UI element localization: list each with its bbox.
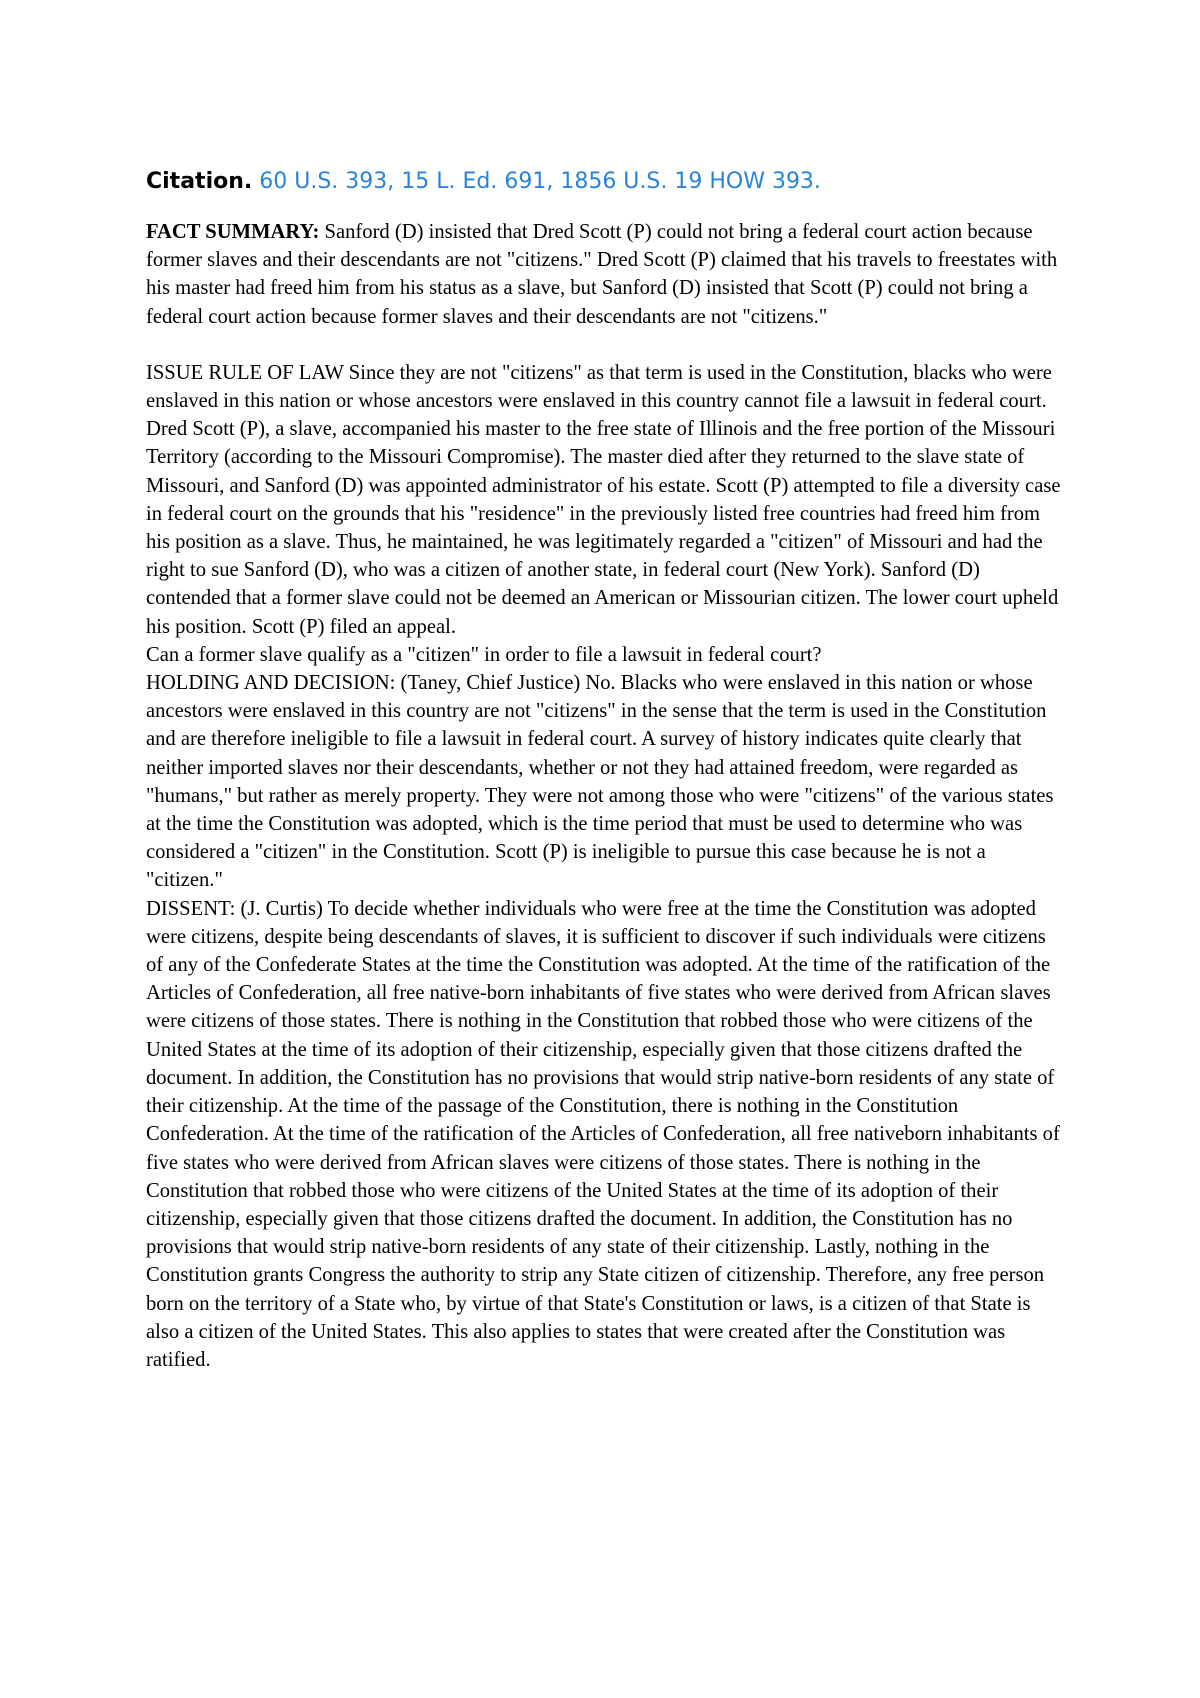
- dissent-paragraph: DISSENT: (J. Curtis) To decide whether individuals who were free at the time the Constitution was adopted were citizens, despite being descendants of slaves, it is sufficient to discover if such individuals were citizens of any of the Confederate States at the time the Constitution was adopted. At the time of the ratification of the Articles of Confederation, all free native-born inhabitants of five states who were derived from African slaves were citizens of those states. There is nothing in the Constitution that robbed those who were citizens of the United States at the time of its adoption of their citizenship, especially given that those citizens drafted the document. In addition, the Constitution has no provisions that would strip native-born residents of any state of their citizenship. At the time of the passage of the Constitution, there is nothing in the Constitution Confederation. At the time of the ratification of the Articles of Confederation, all free nativeborn inhabitants of five states who were derived from African slaves were citizens of those states. There is nothing in the Constitution that robbed those who were citizens of the United States at the time of its adoption of their citizenship, especially given that those citizens drafted the document. In addition, the Constitution has no provisions that would strip native-born residents of any state of their citizenship. Lastly, nothing in the Constitution grants Congress the authority to strip any State citizen of citizenship. Therefore, any free person born on the territory of a State who, by virtue of that State's Constitution or laws, is a citizen of that State is also a citizen of the United States. This also applies to states that were created after the Constitution was ratified.: [146, 897, 1060, 1371]
- fact-summary-label: FACT SUMMARY:: [146, 221, 320, 243]
- case-brief-body: [146, 218, 1066, 1374]
- issue-rule-paragraph: ISSUE RULE OF LAW Since they are not "citizens" as that term is used in the Constitution, blacks who were enslaved in this nation or whose ancestors were enslaved in this country cannot file a lawsuit in federal court.: [146, 361, 1052, 413]
- document-content: [146, 166, 1066, 1374]
- citation-line: [146, 166, 1066, 198]
- question-paragraph: Can a former slave qualify as a "citizen" in order to file a lawsuit in federal court?: [146, 643, 822, 666]
- fact-summary-paragraph: [146, 218, 1066, 331]
- citation-label: Citation.: [146, 169, 253, 194]
- citation-value: 60 U.S. 393, 15 L. Ed. 691, 1856 U.S. 19 HOW 393.: [259, 169, 821, 194]
- paragraph-spacer: [146, 331, 1066, 359]
- holding-paragraph: HOLDING AND DECISION: (Taney, Chief Justice) No. Blacks who were enslaved in this nation or whose ancestors were enslaved in this country are not "citizens" in the sense that the term is used in the Constitution and are therefore ineligible to file a lawsuit in federal court. A survey of history indicates quite clearly that neither imported slaves nor their descendants, whether or not they had attained freedom, were regarded as "humans," but rather as merely property. They were not among those who were "citizens" of the various states at the time the Constitution was adopted, which is the time period that must be used to determine who was considered a "citizen" in the Constitution. Scott (P) is ineligible to pursue this case because he is not a "citizen.": [146, 672, 1054, 892]
- facts-paragraph: Dred Scott (P), a slave, accompanied his master to the free state of Illinois and the free portion of the Missouri Territory (according to the Missouri Compromise). The master died after they returned to the slave state of Missouri, and Sanford (D) was appointed administrator of his estate. Scott (P) attempted to file a diversity case in federal court on the grounds that his "residence" in the previously listed free countries had freed him from his position as a slave. Thus, he maintained, he was legitimately regarded a "citizen" of Missouri and had the right to sue Sanford (D), who was a citizen of another state, in federal court (New York). Sanford (D) contended that a former slave could not be deemed an American or Missourian citizen. The lower court upheld his position. Scott (P) filed an appeal.: [146, 418, 1061, 638]
- fact-summary-text: Sanford (D) insisted that Dred Scott (P) could not bring a federal court action because former slaves and their descendants are not "citizens." Dred Scott (P) claimed that his travels to freestates with his master had freed him from his status as a slave, but Sanford (D) insisted that Scott (P) could not bring a federal court action because former slaves and their descendants are not "citizens.": [146, 221, 1058, 328]
